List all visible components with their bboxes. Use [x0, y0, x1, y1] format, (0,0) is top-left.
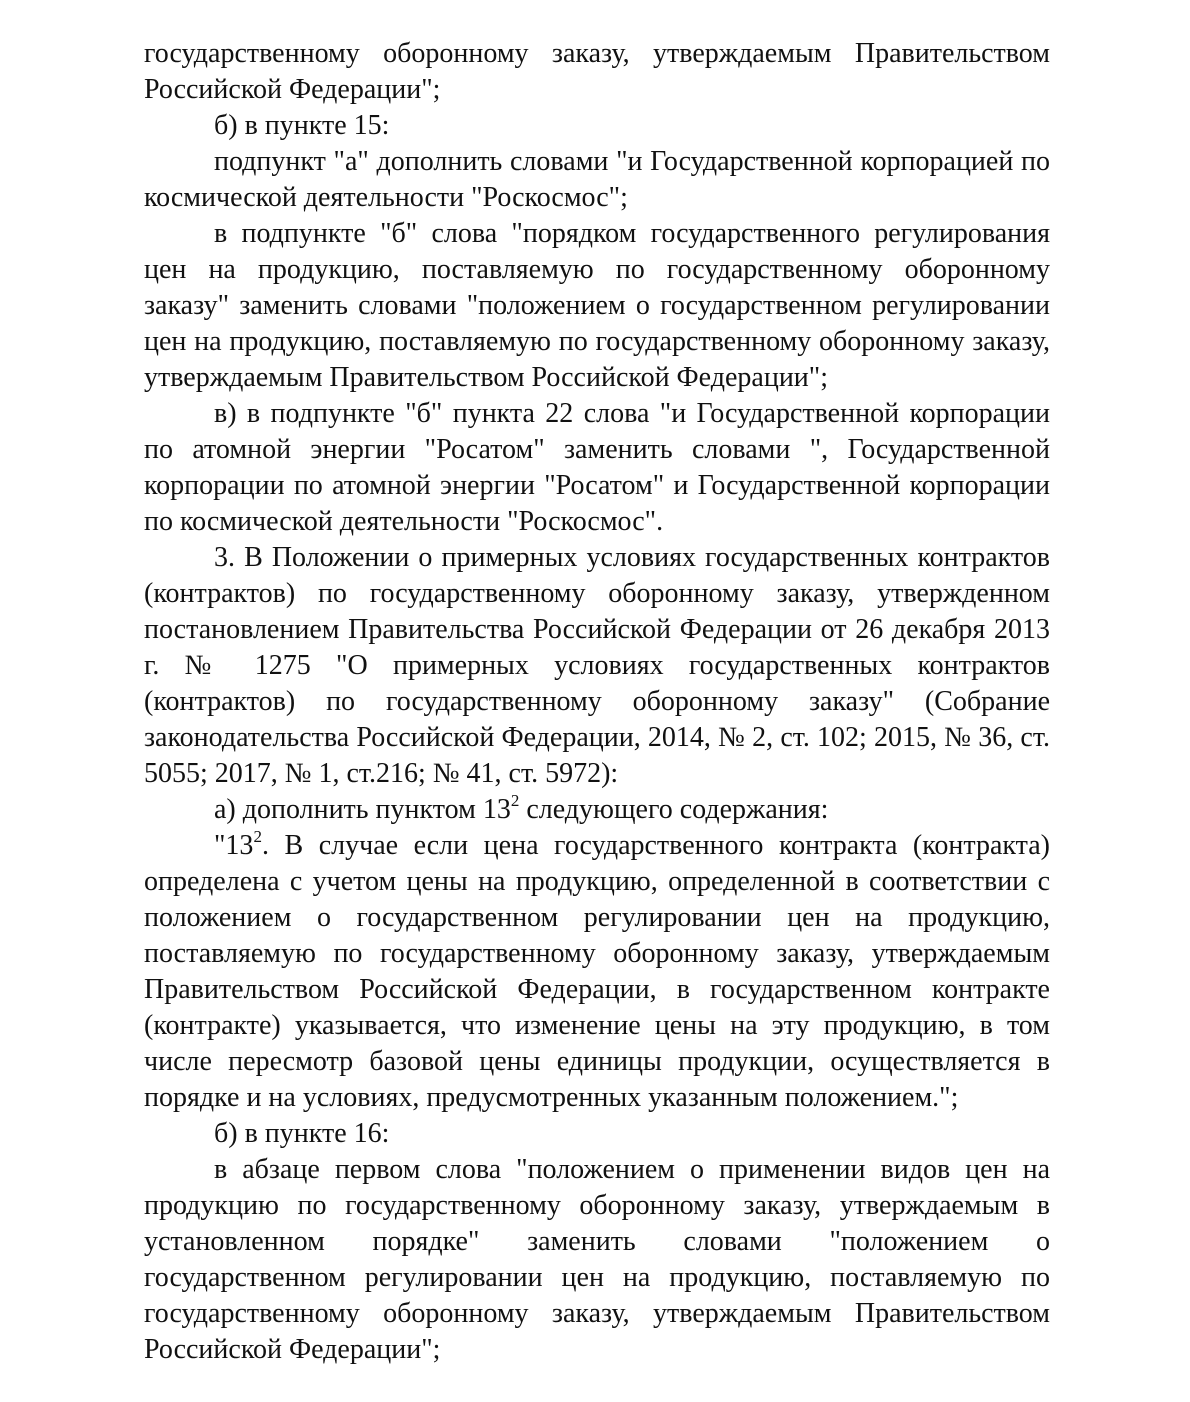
paragraph-item-b-point-16: б) в пункте 16:: [214, 1118, 390, 1149]
paragraph-new-point-13-2: [144, 828, 1050, 1116]
superscript-number: 2: [253, 827, 262, 846]
paragraph-item-a-add-point: [144, 792, 1050, 828]
paragraph-text-start: "13: [214, 830, 254, 861]
paragraph-continuation: государственному оборонному заказу, утверждаемым Правительством Российской Федерации";: [144, 38, 1050, 105]
paragraph-text-end: . В случае если цена государственного контракта (контракта) определена с учетом цены на продукцию, определенной в соответствии с положением о государственном регулировании цен на продукцию, поставляемую по государственному оборонному заказу, утверждаемым Правительством Российской Федерации, в государственном контракте (контракте) указывается, что изменение цены на эту продукцию, в том числе пересмотр базовой цены единицы продукции, осуществляется в порядке и на условиях, предусмотренных указанным положением.";: [144, 830, 1050, 1113]
paragraph-text-end: следующего содержания:: [519, 794, 829, 825]
document-page: [144, 36, 1050, 1368]
paragraph-subpoint-b: в подпункте "б" слова "порядком государственного регулирования цен на продукцию, поставляемую по государственному оборонному заказу" заменить словами "положением о государственном регулировании цен на продукцию, поставляемую по государственному оборонному заказу, утверждаемым Правительством Российской Федерации";: [144, 218, 1050, 393]
paragraph-subpoint-a: подпункт "а" дополнить словами "и Государственной корпорацией по космической деятельности "Роскосмос";: [144, 146, 1050, 213]
paragraph-item-b-point-15: б) в пункте 15:: [214, 110, 390, 141]
paragraph-section-3: 3. В Положении о примерных условиях государственных контрактов (контрактов) по государственному оборонному заказу, утвержденном постановлением Правительства Российской Федерации от 26 декабря 2013 г. № 1275 "О примерных условиях государственных контрактов (контрактов) по государственному оборонному заказу" (Собрание законодательства Российской Федерации, 2014, № 2, ст. 102; 2015, № 36, ст. 5055; 2017, № 1, ст.216; № 41, ст. 5972):: [144, 542, 1050, 789]
paragraph-item-v-point-22: в) в подпункте "б" пункта 22 слова "и Государственной корпорации по атомной энергии "Росатом" заменить словами ", Государственной корпорации по атомной энергии "Росатом" и Государственной корпорации по космической деятельности "Роскосмос".: [144, 398, 1050, 537]
paragraph-text-start: а) дополнить пунктом 13: [214, 794, 511, 825]
paragraph-first-abzac: в абзаце первом слова "положением о применении видов цен на продукцию по государственному оборонному заказу, утверждаемым в установленном порядке" заменить словами "положением о государственном регулировании цен на продукцию, поставляемую по государственному оборонному заказу, утверждаемым Правительством Российской Федерации";: [144, 1154, 1050, 1365]
superscript-number: 2: [510, 791, 520, 810]
